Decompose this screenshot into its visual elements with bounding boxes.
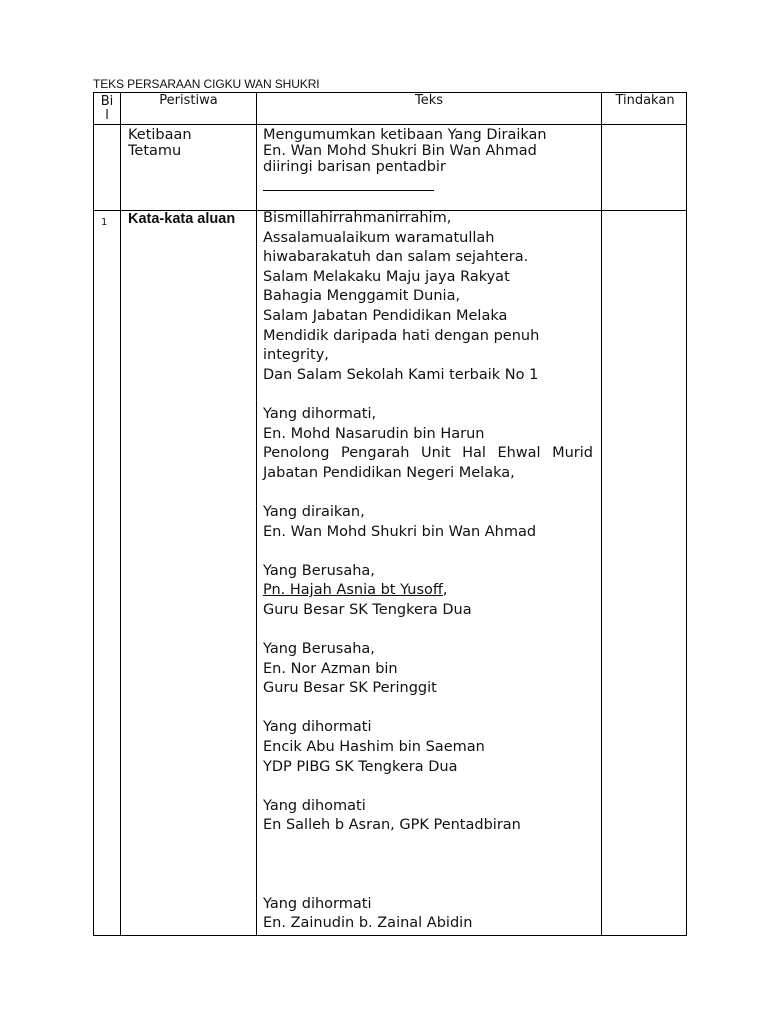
speech-table [93,92,687,936]
teks-line: Jabatan Pendidikan Negeri Melaka, [263,464,515,481]
aluan-bil: 1 [101,217,108,228]
ketibaan-peristiwa [128,127,192,159]
header-tindakan: Tindakan [615,93,675,108]
ketibaan-teks [263,127,547,175]
teks-line: Encik Abu Hashim bin Saeman [263,739,485,756]
blank-line [263,620,593,640]
teks-line: Yang dihormati [263,895,372,912]
teks-line: hiwabarakatuh dan salam sejahtera. [263,249,529,266]
aluan-teks [263,209,593,934]
header-bil-line2: l [105,108,109,123]
teks-line: Yang dihormati, [263,405,377,422]
teks-line: Assalamualaikum waramatullah [263,229,495,246]
teks-line: Mendidik daripada hati dengan penuh [263,327,540,344]
blank-line [263,385,593,405]
row-divider [94,124,686,125]
comma: , [442,582,448,599]
ketibaan-peristiwa-line2: Tetamu [128,143,182,159]
teks-line: YDP PIBG SK Tengkera Dua [263,758,458,775]
teks-line: integrity, [263,347,329,364]
teks-line: Penolong Pengarah Unit Hal Ehwal Murid [263,445,593,462]
teks-line: Yang dihormati [263,719,372,736]
teks-line: Salam Melakaku Maju jaya Rakyat [263,268,510,285]
teks-line: Bismillahirrahmanirrahim, [263,210,452,226]
blank-line [263,542,593,562]
teks-line: Yang Berusaha, [263,562,375,579]
ketibaan-teks-line1: Mengumumkan ketibaan Yang Diraikan [263,127,547,143]
teks-line: Guru Besar SK Peringgit [263,680,437,697]
teks-line: Salam Jabatan Pendidikan Melaka [263,307,508,324]
header-teks: Teks [414,93,444,108]
teks-line: Bahagia Menggamit Dunia, [263,288,461,305]
document-title: TEKS PERSARAAN CIGKU WAN SHUKRI [93,77,320,91]
ketibaan-peristiwa-line1: Ketibaan [128,127,192,143]
header-bil-line1: Bi [100,94,114,109]
blank-line [263,836,593,895]
teks-line: Yang Berusaha, [263,641,375,658]
teks-line: En. Zainudin b. Zainal Abidin [263,915,473,932]
teks-line: Yang diraikan, [263,503,365,520]
blank-line [263,777,593,797]
blank-line [263,483,593,503]
column-divider [120,93,121,935]
column-divider [601,93,602,935]
teks-line: Yang dihomati [263,797,366,814]
ketibaan-teks-line2: En. Wan Mohd Shukri Bin Wan Ahmad [263,143,537,159]
column-divider [256,93,257,935]
underlined-name: Pn. Hajah Asnia bt Yusoff [263,582,443,599]
aluan-peristiwa: Kata-kata aluan [128,211,236,227]
teks-line: En Salleh b Asran, GPK Pentadbiran [263,817,521,834]
teks-line: Guru Besar SK Tengkera Dua [263,601,472,618]
teks-line: En. Nor Azman bin [263,660,398,677]
teks-line: En. Mohd Nasarudin bin Harun [263,425,485,442]
blank-line [263,699,593,719]
teks-line: Dan Salam Sekolah Kami terbaik No 1 [263,366,539,383]
teks-line: En. Wan Mohd Shukri bin Wan Ahmad [263,523,537,540]
ketibaan-teks-line3: diiringi barisan pentadbir [263,159,446,175]
signature-line [263,190,434,191]
header-bil [94,95,120,123]
teks-line [263,581,593,601]
header-peristiwa: Peristiwa [159,93,218,108]
